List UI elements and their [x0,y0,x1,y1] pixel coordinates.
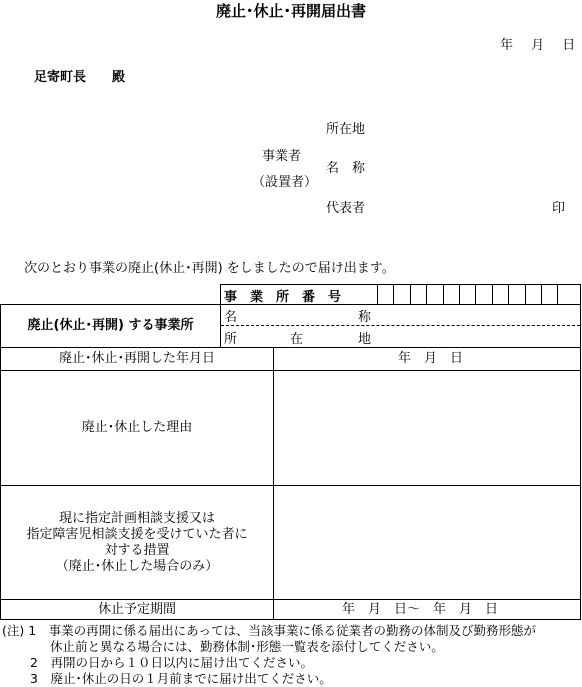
measures-field[interactable] [274,486,580,599]
office-address-label-b: 在 [290,332,304,347]
measures-line-2: 指定障害児相談支援を受けていた者に [26,526,248,542]
number-cell[interactable] [541,285,557,304]
number-cell[interactable] [508,285,524,304]
office-name-label-b: 称 [358,310,372,325]
table-line [580,284,581,620]
applicant-rep-label: 代表者 [326,201,366,216]
measures-line-4: （廃止･休止した場合のみ） [55,558,219,574]
suspension-period-label: 休止予定期間 [97,601,176,617]
submission-date: 年 月 日 [500,38,576,53]
seal-mark: 印 [552,201,566,216]
number-cell[interactable] [426,285,442,304]
number-cell[interactable] [475,285,491,304]
change-date-label: 廃止･休止･再開した年月日 [58,351,215,366]
number-cell[interactable] [525,285,541,304]
declaration-statement: 次のとおり事業の廃止(休止･再開) をしましたので届け出ます。 [24,261,395,276]
applicant-label: 事業者 [262,149,302,164]
suspension-period-value[interactable]: 年 月 日～ 年 月 日 [342,601,499,617]
measures-label [1,486,273,599]
number-cell[interactable] [443,285,459,304]
number-cell[interactable] [492,285,508,304]
form-title: 廃止･休止･再開届出書 [215,2,366,20]
office-name-label-a: 名 [224,310,238,325]
measures-line-1: 現に指定計画相談支援又は [58,510,215,526]
reason-label: 廃止･休止した理由 [81,420,193,435]
table-line [220,284,221,348]
number-cell[interactable] [377,285,393,304]
applicant-sublabel: （設置者） [252,175,318,190]
table-line [0,619,581,620]
addressee: 足寄町長 殿 [34,70,126,85]
office-address-label-a: 所 [224,332,238,347]
office-address-label-c: 地 [358,332,372,347]
note-2: 2 再開の日から１０日以内に届け出てください。 [30,655,313,670]
change-date-value[interactable]: 年 月 日 [398,351,464,366]
note-1-line-2: 休止前と異なる場合には、勤務体制･形態一覧表を添付してください。 [50,639,444,654]
notes [2,623,536,687]
measures-line-3: 対する措置 [104,542,170,558]
number-cell[interactable] [393,285,409,304]
applicant-address-label: 所在地 [326,122,366,137]
dashed-divider [221,325,580,326]
note-3: 3 廃止･休止の日の１月前までに届け出てください。 [30,671,332,686]
number-cell[interactable] [410,285,426,304]
number-cell[interactable] [459,285,475,304]
office-header: 廃止(休止･再開) する事業所 [27,318,194,333]
applicant-name-label: 名 称 [326,161,366,176]
note-1-line-1: (注) 1 事業の再開に係る届出にあっては、当該事業に係る従業者の勤務の体制及び勤務形態が [2,623,537,638]
office-number-cells [377,285,574,304]
office-number-label: 事 業 所 番 号 [224,290,342,305]
reason-field[interactable] [274,371,580,485]
number-cell[interactable] [557,285,573,304]
